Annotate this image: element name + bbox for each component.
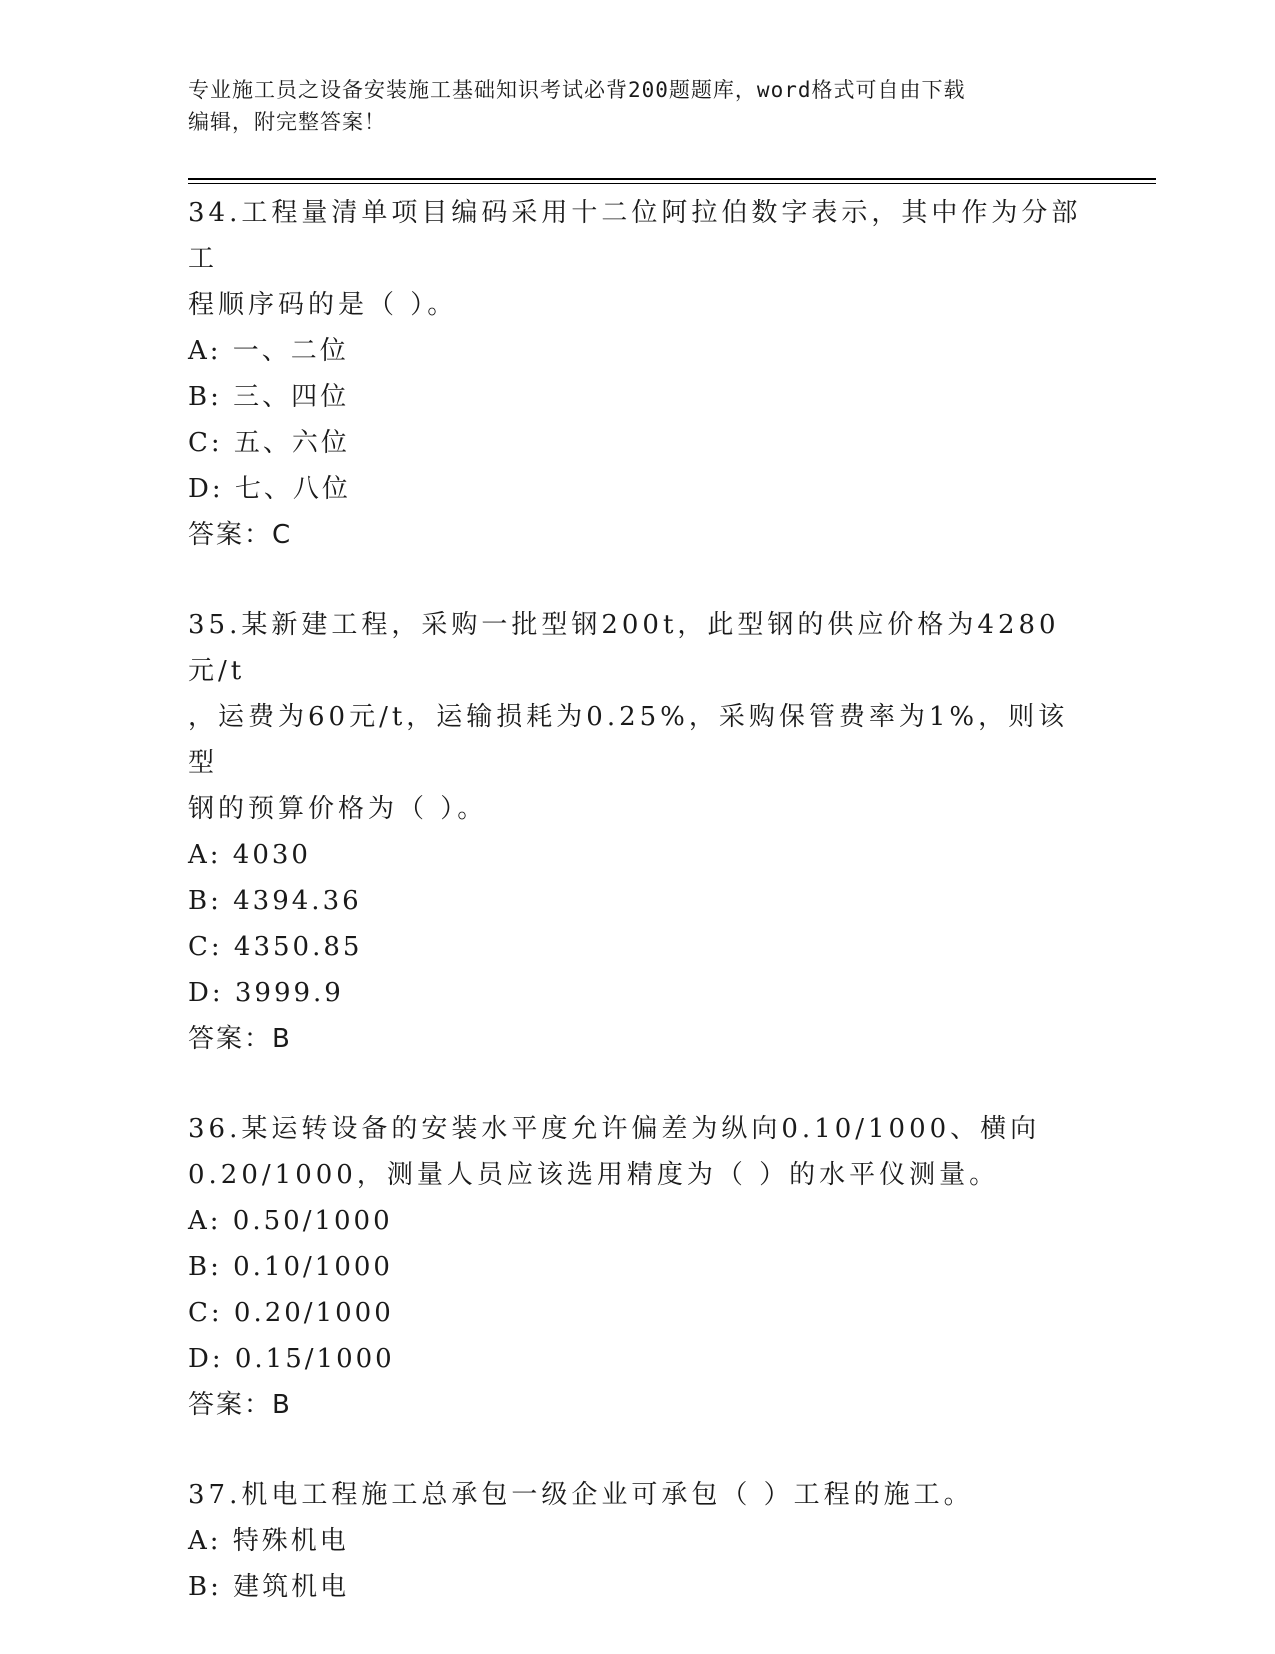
header-divider-thick [188,178,1156,180]
question-stem-line: 34.工程量清单项目编码采用十二位阿拉伯数字表示，其中作为分部工 [188,198,1082,274]
answer-line: 答案：C [188,520,293,550]
question-stem-line: 37.机电工程施工总承包一级企业可承包（ ）工程的施工。 [188,1480,974,1510]
option-b: B: 三、四位 [188,382,350,412]
option-b: B: 4394.36 [188,886,362,916]
header-divider-thin [188,183,1156,184]
question-stem-line: 0.20/1000，测量人员应该选用精度为（ ）的水平仪测量。 [188,1160,1000,1190]
option-d: D: 七、八位 [188,474,351,504]
option-a: A: 特殊机电 [188,1526,349,1556]
question-stem-line: 钢的预算价格为（ ）。 [188,794,488,824]
document-header [188,74,1068,138]
option-b: B: 0.10/1000 [188,1252,393,1282]
option-d: D: 0.15/1000 [188,1344,395,1374]
answer-line: 答案：B [188,1024,292,1054]
question-list [188,190,1088,1654]
question-37 [188,1472,1088,1610]
header-line-1: 专业施工员之设备安装施工基础知识考试必背200题题库，word格式可自由下载 [188,78,966,102]
question-36 [188,1106,1088,1428]
option-c: C: 0.20/1000 [188,1298,394,1328]
option-c: C: 五、六位 [188,428,350,458]
question-35 [188,602,1088,1062]
question-stem-line: 36.某运转设备的安装水平度允许偏差为纵向0.10/1000、横向 [188,1114,1041,1144]
option-c: C: 4350.85 [188,932,363,962]
question-stem-line: 程顺序码的是（ ）。 [188,290,458,320]
option-a: A: 0.50/1000 [188,1206,393,1236]
answer-line: 答案：B [188,1390,292,1420]
option-a: A: 4030 [188,840,311,870]
option-d: D: 3999.9 [188,978,344,1008]
question-stem-line: 35.某新建工程，采购一批型钢200t，此型钢的供应价格为4280元/t [188,610,1060,686]
header-line-2: 编辑，附完整答案！ [188,110,386,134]
question-stem-line: ，运费为60元/t，运输损耗为0.25%，采购保管费率为1%，则该型 [188,702,1069,778]
option-b: B: 建筑机电 [188,1572,350,1602]
question-34 [188,190,1088,558]
option-a: A: 一、二位 [188,336,349,366]
